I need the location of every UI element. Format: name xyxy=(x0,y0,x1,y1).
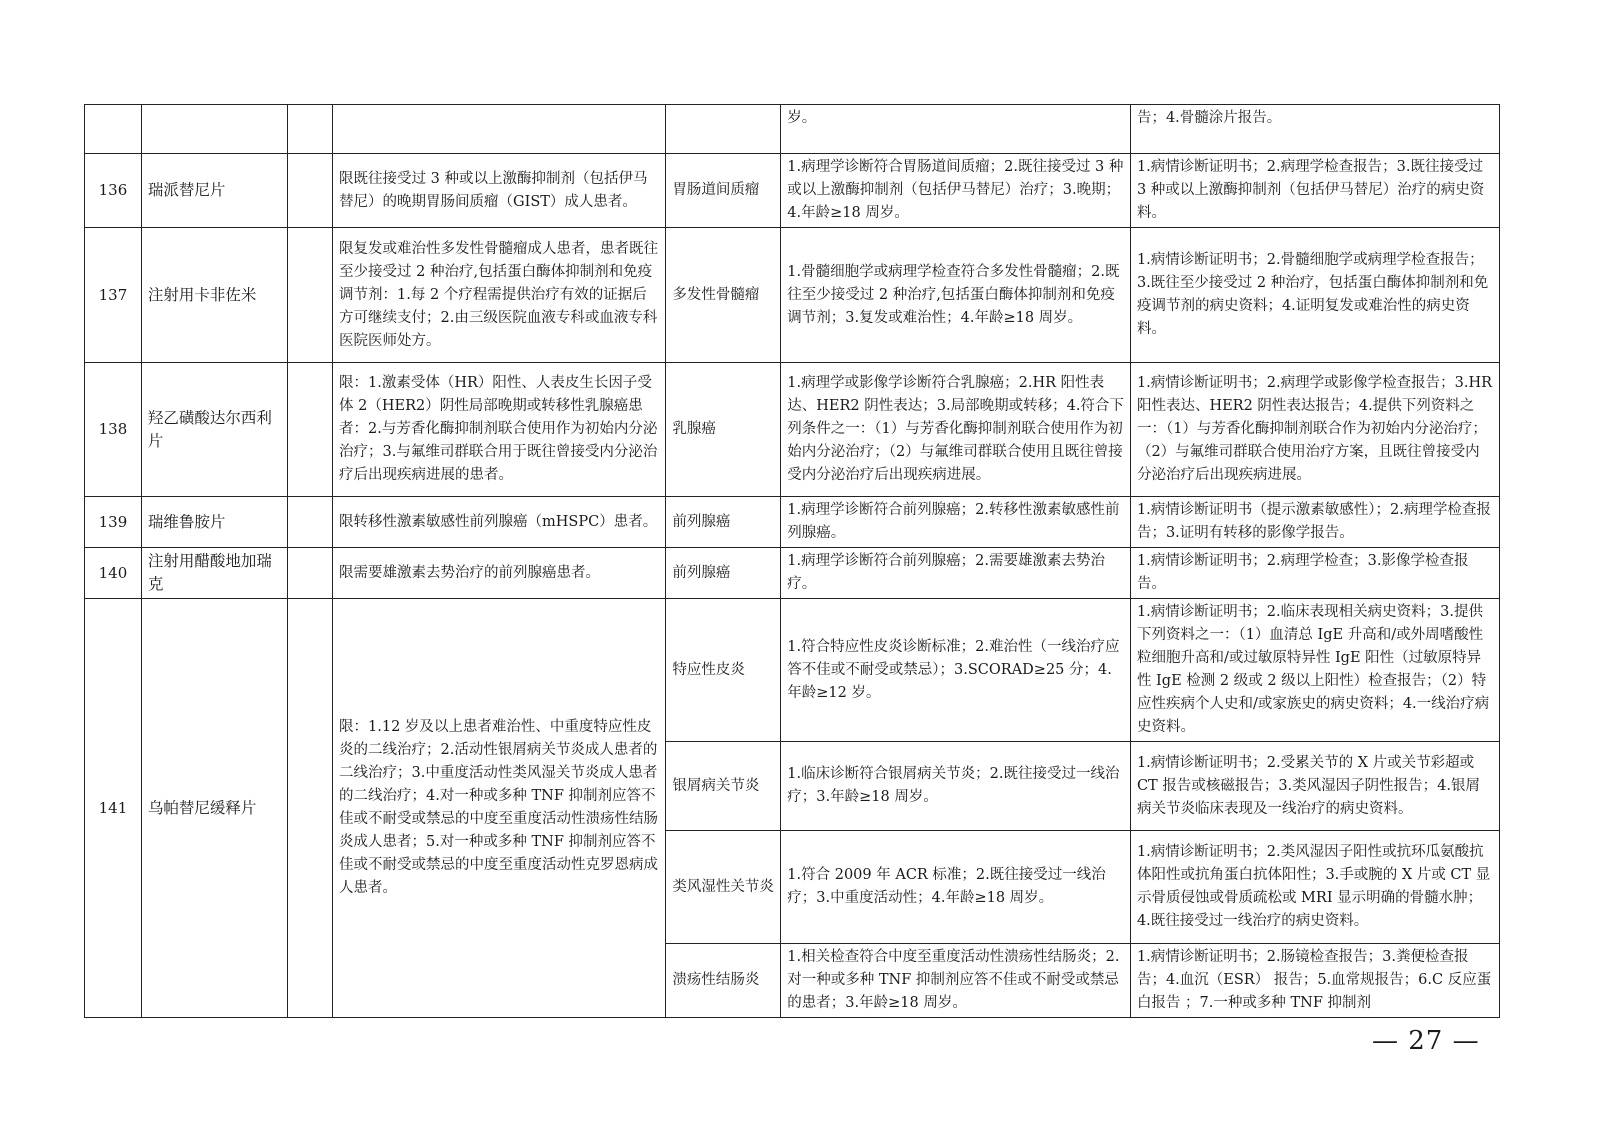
indication-materials: 1.病情诊断证明书；2.类风湿因子阳性或抗环瓜氨酸抗体阳性或抗角蛋白抗体阳性；3.手或腕的 X 片或 CT 显示骨质侵蚀或骨质疏松或 MRI 显示明确的骨髓水肿；4.既往接受过一线治疗的病史资料。 xyxy=(1130,831,1499,944)
blank-cell xyxy=(288,497,333,548)
indication-disease: 特应性皮炎 xyxy=(666,599,781,742)
indication-disease: 多发性骨髓瘤 xyxy=(666,228,781,363)
indication-disease: 前列腺癌 xyxy=(666,497,781,548)
number-cell xyxy=(85,105,142,154)
indication-criteria: 1.病理学诊断符合前列腺癌；2.需要雄激素去势治疗。 xyxy=(781,548,1131,599)
drug-name: 瑞维鲁胺片 xyxy=(141,497,287,548)
indication-criteria: 1.病理学诊断符合前列腺癌；2.转移性激素敏感性前列腺癌。 xyxy=(781,497,1131,548)
indication-disease: 银屑病关节炎 xyxy=(666,742,781,831)
indication-materials: 1.病情诊断证明书；2.临床表现相关病史资料；3.提供下列资料之一：（1）血清总 IgE 升高和/或外周嗜酸性粒细胞升高和/或过敏原特异性 IgE 阳性（过敏原特异性 IgE 检测 2 级或 2 级以上阳性）检查报告；（2）特应性疾病个人史和/或家族史的病史资料；4.一线治疗病史资料。 xyxy=(1130,599,1499,742)
indication-criteria: 1.骨髓细胞学或病理学检查符合多发性骨髓瘤；2.既往至少接受过 2 种治疗,包括蛋白酶体抑制剂和免疫调节剂；3.复发或难治性；4.年龄≥18 周岁。 xyxy=(781,228,1131,363)
page-number: — 27 — xyxy=(1372,1026,1480,1056)
drug-name: 注射用醋酸地加瑞克 xyxy=(141,548,287,599)
table-row-139 xyxy=(85,497,1500,548)
drug-number: 137 xyxy=(85,228,142,363)
indication-criteria: 1.符合 2009 年 ACR 标准；2.既往接受过一线治疗；3.中重度活动性；4.年龄≥18 周岁。 xyxy=(781,831,1131,944)
indication-disease: 乳腺癌 xyxy=(666,363,781,497)
indication-criteria: 1.临床诊断符合银屑病关节炎；2.既往接受过一线治疗；3.年龄≥18 周岁。 xyxy=(781,742,1131,831)
blank-cell xyxy=(288,154,333,228)
indication-criteria: 1.病理学或影像学诊断符合乳腺癌；2.HR 阳性表达、HER2 阴性表达；3.局部晚期或转移；4.符合下列条件之一：（1）与芳香化酶抑制剂联合使用作为初始内分泌治疗；（2）与氟维司群联合使用且既往曾接受内分泌治疗后出现疾病进展。 xyxy=(781,363,1131,497)
blank-cell xyxy=(288,548,333,599)
indication-materials: 1.病情诊断证明书；2.骨髓细胞学或病理学检查报告；3.既往至少接受过 2 种治疗，包括蛋白酶体抑制剂和免疫调节剂的病史资料；4.证明复发或难治性的病史资料。 xyxy=(1130,228,1499,363)
table-row-138 xyxy=(85,363,1500,497)
table-row-140 xyxy=(85,548,1500,599)
drug-name: 瑞派替尼片 xyxy=(141,154,287,228)
drug-number: 139 xyxy=(85,497,142,548)
drug-number: 136 xyxy=(85,154,142,228)
drug-number: 138 xyxy=(85,363,142,497)
table-row-continued xyxy=(85,105,1500,154)
blank-cell xyxy=(288,105,333,154)
indication-criteria: 1.病理学诊断符合胃肠道间质瘤；2.既往接受过 3 种或以上激酶抑制剂（包括伊马替尼）治疗；3.晚期；4.年龄≥18 周岁。 xyxy=(781,154,1131,228)
blank-cell xyxy=(288,599,333,1018)
drug-limitation: 限：1.激素受体（HR）阳性、人表皮生长因子受体 2（HER2）阴性局部晚期或转移性乳腺癌患者：2.与芳香化酶抑制剂联合使用作为初始内分泌治疗；3.与氟维司群联合用于既往曾接受内分泌治疗后出现疾病进展的患者。 xyxy=(333,363,666,497)
drug-number: 141 xyxy=(85,599,142,1018)
indication-materials: 1.病情诊断证明书（提示激素敏感性）；2.病理学检查报告；3.证明有转移的影像学报告。 xyxy=(1130,497,1499,548)
table-row-141 xyxy=(85,599,1500,742)
drug-name: 注射用卡非佐米 xyxy=(141,228,287,363)
drug-limitation: 限既往接受过 3 种或以上激酶抑制剂（包括伊马替尼）的晚期胃肠间质瘤（GIST）成人患者。 xyxy=(333,154,666,228)
drug-limitation: 限转移性激素敏感性前列腺癌（mHSPC）患者。 xyxy=(333,497,666,548)
indication-disease: 溃疡性结肠炎 xyxy=(666,944,781,1018)
drug-name-cell xyxy=(141,105,287,154)
indication-disease: 前列腺癌 xyxy=(666,548,781,599)
drug-name: 羟乙磺酸达尔西利片 xyxy=(141,363,287,497)
drug-limitation: 限复发或难治性多发性骨髓瘤成人患者，患者既往至少接受过 2 种治疗,包括蛋白酶体抑制剂和免疫调节剂：1.每 2 个疗程需提供治疗有效的证据后方可继续支付；2.由三级医院血液专科或血液专科医院医师处方。 xyxy=(333,228,666,363)
indication-materials: 1.病情诊断证明书；2.病理学检查；3.影像学检查报告。 xyxy=(1130,548,1499,599)
indication-disease: 类风湿性关节炎 xyxy=(666,831,781,944)
indication-criteria: 1.相关检查符合中度至重度活动性溃疡性结肠炎；2.对一种或多种 TNF 抑制剂应答不佳或不耐受或禁忌的患者；3.年龄≥18 周岁。 xyxy=(781,944,1131,1018)
drug-limitation: 限需要雄激素去势治疗的前列腺癌患者。 xyxy=(333,548,666,599)
drug-number: 140 xyxy=(85,548,142,599)
indication-materials: 1.病情诊断证明书；2.病理学或影像学检查报告；3.HR 阳性表达、HER2 阴性表达报告；4.提供下列资料之一：（1）与芳香化酶抑制剂联合作为初始内分泌治疗；（2）与氟维司群联合使用治疗方案，且既往曾接受内分泌治疗后出现疾病进展。 xyxy=(1130,363,1499,497)
indication-materials: 1.病情诊断证明书；2.病理学检查报告；3.既往接受过 3 种或以上激酶抑制剂（包括伊马替尼）治疗的病史资料。 xyxy=(1130,154,1499,228)
drug-name: 乌帕替尼缓释片 xyxy=(141,599,287,1018)
table-row-136 xyxy=(85,154,1500,228)
table-row-137 xyxy=(85,228,1500,363)
blank-cell xyxy=(288,228,333,363)
indication-materials: 1.病情诊断证明书；2.受累关节的 X 片或关节彩超或 CT 报告或核磁报告；3.类风湿因子阴性报告；4.银屑病关节炎临床表现及一线治疗的病史资料。 xyxy=(1130,742,1499,831)
drug-limitation: 限：1.12 岁及以上患者难治性、中重度特应性皮炎的二线治疗；2.活动性银屑病关节炎成人患者的二线治疗；3.中重度活动性类风湿关节炎成人患者的二线治疗；4.对一种或多种 TNF 抑制剂应答不佳或不耐受或禁忌的中度至重度活动性溃疡性结肠炎成人患者；5.对一种或多种 TNF 抑制剂应答不佳或不耐受或禁忌的中度至重度活动性克罗恩病成人患者。 xyxy=(333,599,666,1018)
drug-catalog-table xyxy=(84,104,1500,1018)
criteria-cell: 岁。 xyxy=(781,105,1131,154)
indication-disease: 胃肠道间质瘤 xyxy=(666,154,781,228)
limitation-cell xyxy=(333,105,666,154)
disease-cell xyxy=(666,105,781,154)
blank-cell xyxy=(288,363,333,497)
materials-cell: 告；4.骨髓涂片报告。 xyxy=(1130,105,1499,154)
indication-criteria: 1.符合特应性皮炎诊断标准；2.难治性（一线治疗应答不佳或不耐受或禁忌）；3.SCORAD≥25 分；4.年龄≥12 岁。 xyxy=(781,599,1131,742)
indication-materials: 1.病情诊断证明书；2.肠镜检查报告；3.粪便检查报告；4.血沉（ESR） 报告；5.血常规报告；6.C 反应蛋白报告 ；7.一种或多种 TNF 抑制剂 xyxy=(1130,944,1499,1018)
